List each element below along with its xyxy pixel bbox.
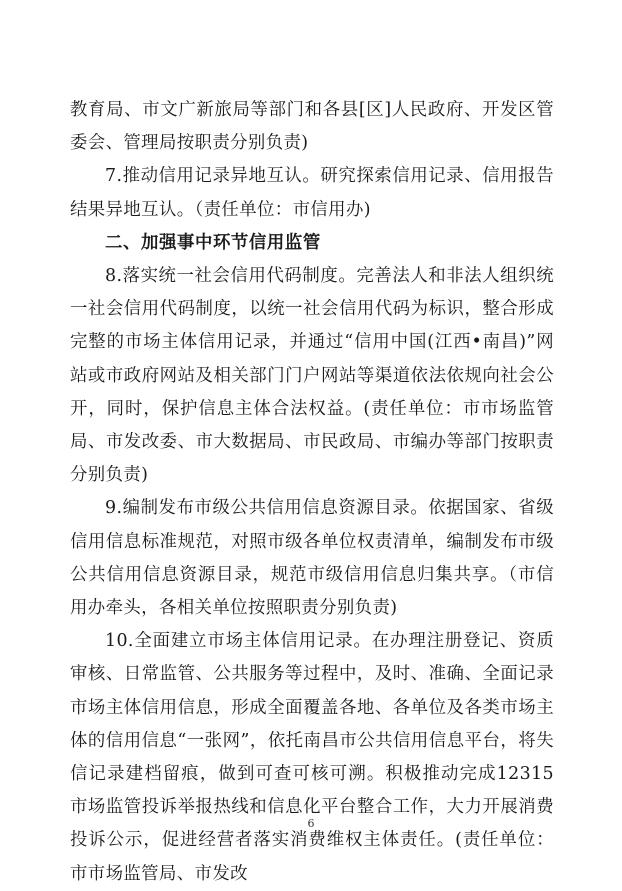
paragraph-item-7: 7.推动信用记录异地互认。研究探索信用记录、信用报告结果异地互认。（责任单位：市信用办) xyxy=(70,166,554,220)
document-body xyxy=(70,94,554,891)
paragraph-item-8: 8.落实统一社会信用代码制度。完善法人和非法人组织统一社会信用代码制度，以统一社会信用代码为标识，整合形成完整的市场主体信用记录，并通过“信用中国(江西•南昌)”网站或市政府网站及相关部门门户网站等渠道依法依规向社会公开，同时，保护信息主体合法权益。(责任单位：市市场监管局、市发改委、市大数据局、市民政局、市编办等部门按职责分别负责) xyxy=(70,266,554,486)
section-heading: 二、加强事中环节信用监管 xyxy=(105,232,321,253)
paragraph-item-9: 9.编制发布市级公共信用信息资源目录。依据国家、省级信用信息标准规范，对照市级各单位权责清单，编制发布市级公共信用信息资源目录，规范市级信用信息归集共享。（市信用办牵头，各相关单位按照职责分别负责) xyxy=(70,498,554,619)
paragraph-item-10: 10.全面建立市场主体信用记录。在办理注册登记、资质审核、日常监管、公共服务等过程中，及时、准确、全面记录市场主体信用信息，形成全面覆盖各地、各单位及各类市场主体的信用信息“一张网”，依托南昌市公共信用信息平台，将失信记录建档留痕，做到可查可核可溯。积极推动完成12315市场监管投诉举报热线和信息化平台整合工作，大力开展消费投诉公示，促进经营者落实消费维权主体责任。(责任单位：市市场监管局、市发改 xyxy=(70,631,554,884)
paragraph-continuation: 教育局、市文广新旅局等部门和各县[区]人民政府、开发区管委会、管理局按职责分别负责) xyxy=(70,100,554,154)
page-number: 6 xyxy=(307,817,315,830)
